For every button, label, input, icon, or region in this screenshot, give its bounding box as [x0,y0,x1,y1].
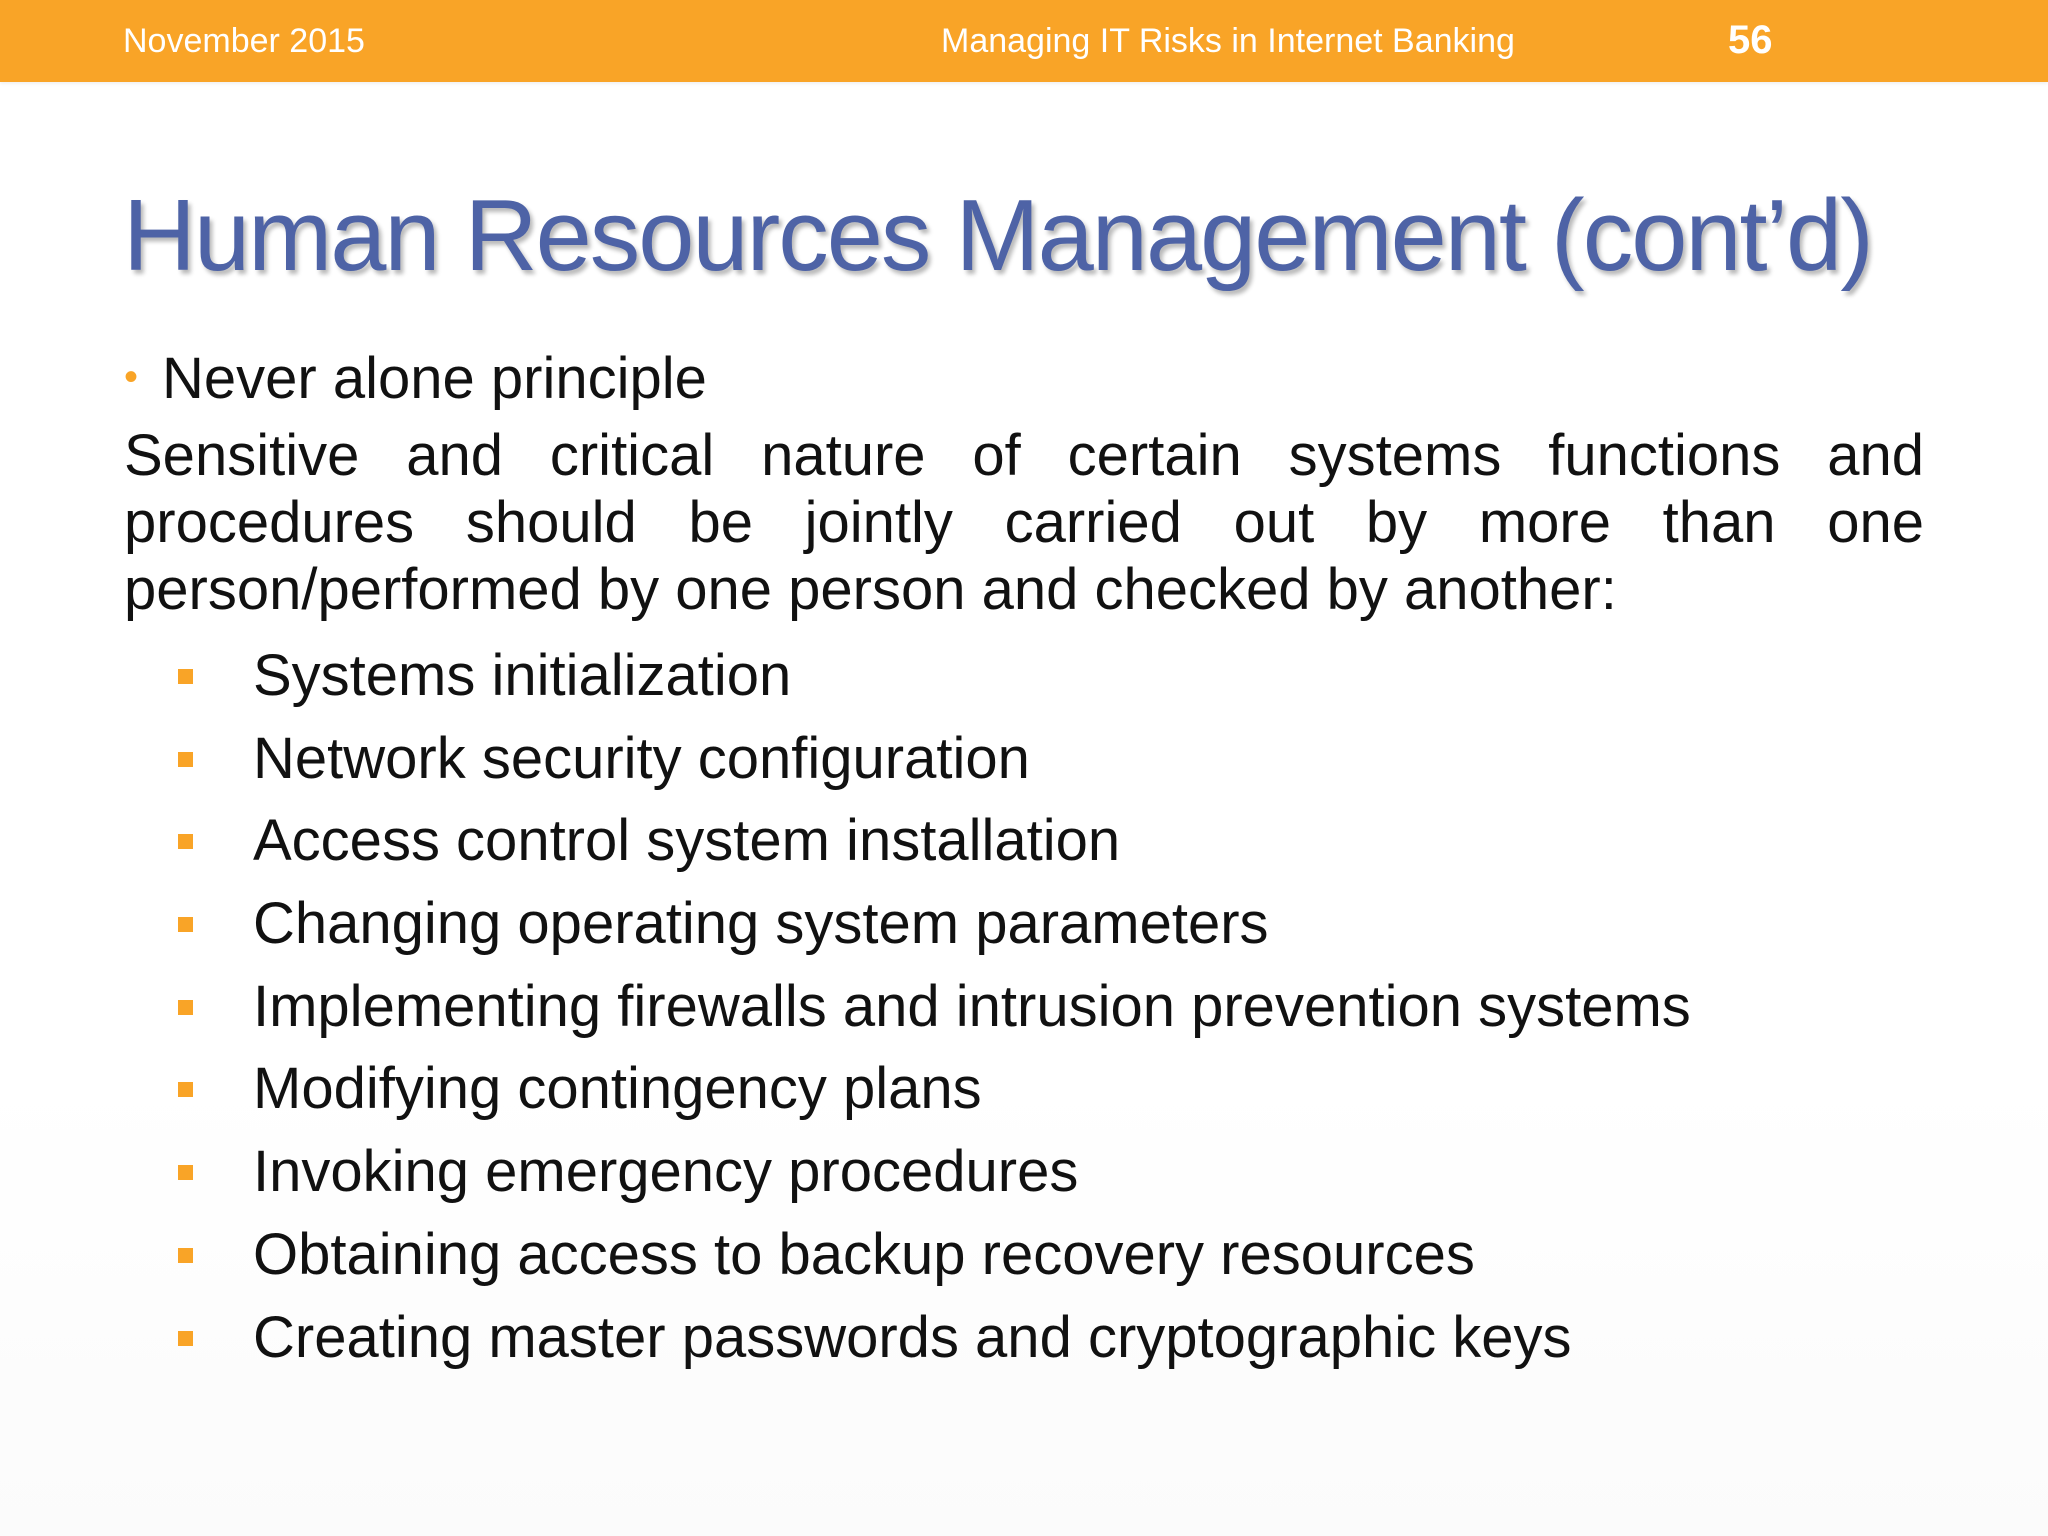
bullet-text: Never alone principle [162,346,707,411]
list-item-text: Obtaining access to backup recovery resources [253,1221,1475,1287]
list-item-text: Access control system installation [253,808,1121,874]
list-item-text: Implementing firewalls and intrusion prevention systems [253,973,1691,1039]
list-item-text: Changing operating system parameters [253,891,1269,957]
list-item-text: Network security configuration [253,725,1030,791]
slide-title: Human Resources Management (cont’d) [123,180,1872,292]
body-paragraph: Sensitive and critical nature of certain systems functions and procedures should be jointly carried out by more than one person/performed by one person and checked by another: [124,423,1924,622]
list-item-text: Invoking emergency procedures [253,1139,1079,1205]
list-item-text: Systems initialization [253,643,792,708]
square-bullet-icon [178,1331,193,1346]
page-number: 56 [1728,18,1773,62]
header-bar [0,0,2048,82]
square-bullet-icon [178,1082,193,1097]
square-bullet-icon [178,917,193,932]
square-bullet-icon [178,834,193,849]
square-bullet-icon [178,752,193,767]
list-item-text: Modifying contingency plans [253,1056,982,1122]
list-item-text: Creating master passwords and cryptographic keys [253,1304,1572,1370]
bullet-dot-icon: • [124,355,139,399]
header-presentation-title: Managing IT Risks in Internet Banking [941,22,1515,60]
square-bullet-icon [178,669,193,684]
square-bullet-icon [178,1248,193,1263]
bullet-never-alone [124,346,707,418]
square-bullet-icon [178,1000,193,1015]
square-bullet-icon [178,1165,193,1180]
header-date: November 2015 [123,22,365,60]
